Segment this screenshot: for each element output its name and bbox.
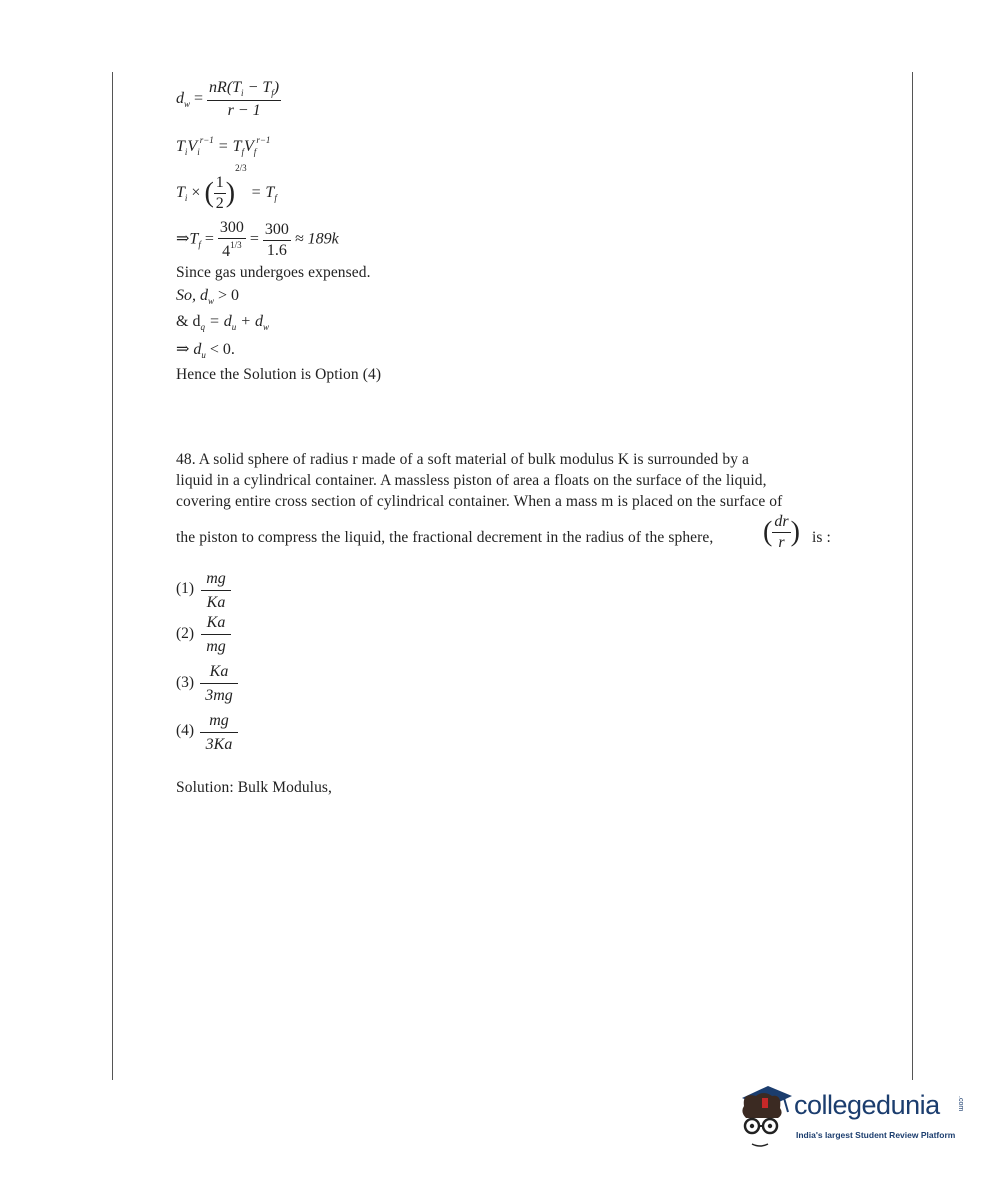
eq1-num-sub-f: f bbox=[271, 88, 274, 98]
eq4-fraction1 bbox=[218, 220, 246, 260]
option-4-label: (4) bbox=[176, 722, 195, 739]
text-answer-option: Hence the Solution is Option (4) bbox=[176, 366, 382, 383]
eq2-eq: = T bbox=[213, 138, 242, 155]
equation-work-positive bbox=[176, 288, 239, 306]
equation-first-law bbox=[176, 314, 269, 332]
q-frac-num: dr bbox=[772, 514, 790, 533]
option-2-fraction bbox=[201, 615, 231, 655]
eq7-post: < 0. bbox=[205, 341, 235, 358]
eq3-num: 1 bbox=[214, 175, 226, 194]
eq4-den1-sup: 1/3 bbox=[230, 240, 242, 250]
eq3-right-paren: ) bbox=[225, 177, 236, 209]
eq6-sub3: w bbox=[263, 322, 270, 332]
question-line-2: liquid in a cylindrical container. A massless piston of area a floats on the surface of the liquid, bbox=[176, 472, 767, 489]
eq2-c-sub: f bbox=[241, 147, 245, 157]
eq2-a-sub: i bbox=[184, 147, 188, 157]
eq7-pre: ⇒ d bbox=[176, 341, 202, 358]
solution-label: Solution: Bulk Modulus, bbox=[176, 779, 333, 796]
equation-work-done bbox=[176, 80, 281, 119]
eq4-den2: 1.6 bbox=[266, 241, 287, 259]
eq2-b-sup: r−1 bbox=[199, 135, 214, 145]
q-frac-den: r bbox=[778, 534, 785, 551]
eq2-b-sub: i bbox=[197, 147, 200, 157]
right-margin-line bbox=[912, 72, 913, 1080]
option-3-label: (3) bbox=[176, 674, 195, 691]
eq4-eq1: = bbox=[200, 230, 218, 248]
eq3-times: × bbox=[187, 184, 205, 201]
eq2-b: V bbox=[187, 138, 198, 155]
eq1-num-a: nR(T bbox=[209, 79, 242, 96]
eq4-arrow: ⇒T bbox=[176, 230, 199, 248]
eq4-den1-base: 4 bbox=[222, 243, 231, 260]
mascot-icon bbox=[738, 1082, 794, 1152]
logo-wordmark: collegedunia bbox=[794, 1090, 940, 1120]
eq6-sub2: u bbox=[231, 322, 237, 332]
option-1-fraction bbox=[201, 571, 231, 611]
eq6-pre: & d bbox=[176, 313, 201, 330]
eq3-a-sub: i bbox=[184, 193, 188, 203]
eq5-pre: So, d bbox=[176, 287, 208, 304]
option-2-den: mg bbox=[206, 638, 226, 655]
logo-dotcom: .com bbox=[957, 1096, 964, 1112]
eq3-fraction bbox=[214, 175, 226, 212]
option-1-den: Ka bbox=[206, 594, 226, 611]
eq3-den: 2 bbox=[215, 194, 224, 212]
eq3-exponent: 2/3 bbox=[235, 163, 247, 173]
option-2-label: (2) bbox=[176, 625, 195, 642]
q-left-paren: ( bbox=[763, 516, 773, 548]
equation-internal-energy bbox=[176, 342, 235, 360]
eq3-rhs-sub: f bbox=[274, 193, 277, 203]
eq4-num1: 300 bbox=[218, 220, 246, 239]
eq4-approx: ≈ 189k bbox=[290, 230, 339, 248]
eq4-num2: 300 bbox=[263, 222, 291, 241]
option-1-label: (1) bbox=[176, 580, 195, 597]
equation-temperature-ratio bbox=[176, 164, 277, 212]
eq1-num-mid: − T bbox=[243, 79, 272, 96]
option-4-den: 3Ka bbox=[205, 736, 233, 753]
eq2-a: T bbox=[176, 138, 185, 155]
eq1-denominator: r − 1 bbox=[227, 102, 261, 119]
eq6-mid1: = d bbox=[204, 313, 232, 330]
eq1-equals: = bbox=[194, 90, 204, 108]
question-fraction-dr-r bbox=[763, 514, 800, 551]
question-line-4: the piston to compress the liquid, the fractional decrement in the radius of the sphere, bbox=[176, 529, 714, 546]
equation-final-temperature bbox=[176, 220, 339, 260]
equation-adiabatic bbox=[176, 136, 270, 157]
eq4-eq2: = bbox=[245, 230, 263, 248]
option-3-den: 3mg bbox=[205, 687, 233, 704]
question-line-4-end: is : bbox=[812, 529, 831, 546]
q-fraction bbox=[772, 514, 790, 551]
eq4-fraction2 bbox=[263, 222, 291, 259]
eq2-d-sub: f bbox=[253, 147, 257, 157]
option-1-num: mg bbox=[201, 571, 231, 591]
eq3-a: T bbox=[176, 184, 185, 201]
question-line-3: covering entire cross section of cylindrical container. When a mass m is placed on the surface of bbox=[176, 493, 783, 510]
option-2-num: Ka bbox=[201, 615, 231, 635]
collegedunia-logo[interactable] bbox=[738, 1082, 968, 1152]
option-4-num: mg bbox=[200, 713, 238, 733]
eq3-eq: = T bbox=[246, 184, 275, 201]
eq1-num-sub-i: i bbox=[241, 88, 244, 98]
eq1-lhs: d bbox=[176, 90, 184, 108]
q-right-paren: ) bbox=[790, 516, 800, 548]
question-line-1: 48. A solid sphere of radius r made of a soft material of bulk modulus K is surrounded by a bbox=[176, 451, 750, 468]
eq2-d-sup: r−1 bbox=[256, 135, 271, 145]
text-gas-expands: Since gas undergoes expensed. bbox=[176, 264, 371, 281]
eq5-sub: w bbox=[208, 296, 215, 306]
eq1-num-close: ) bbox=[273, 79, 280, 96]
eq1-numerator bbox=[207, 80, 281, 101]
option-3-fraction bbox=[200, 664, 238, 704]
eq5-post: > 0 bbox=[214, 287, 240, 304]
eq6-mid2: + d bbox=[236, 313, 264, 330]
left-margin-line bbox=[112, 72, 113, 1080]
eq3-left-paren: ( bbox=[204, 177, 214, 209]
eq6-sub1: q bbox=[200, 322, 205, 332]
eq7-sub: u bbox=[201, 350, 206, 360]
option-3-num: Ka bbox=[200, 664, 238, 684]
eq1-lhs-sub: w bbox=[184, 99, 191, 110]
eq2-d: V bbox=[244, 138, 254, 155]
option-4-fraction bbox=[200, 713, 238, 753]
eq1-fraction bbox=[207, 80, 281, 119]
eq4-den1 bbox=[218, 239, 246, 260]
eq4-sub: f bbox=[198, 239, 201, 250]
logo-tagline: India's largest Student Review Platform bbox=[796, 1130, 956, 1140]
